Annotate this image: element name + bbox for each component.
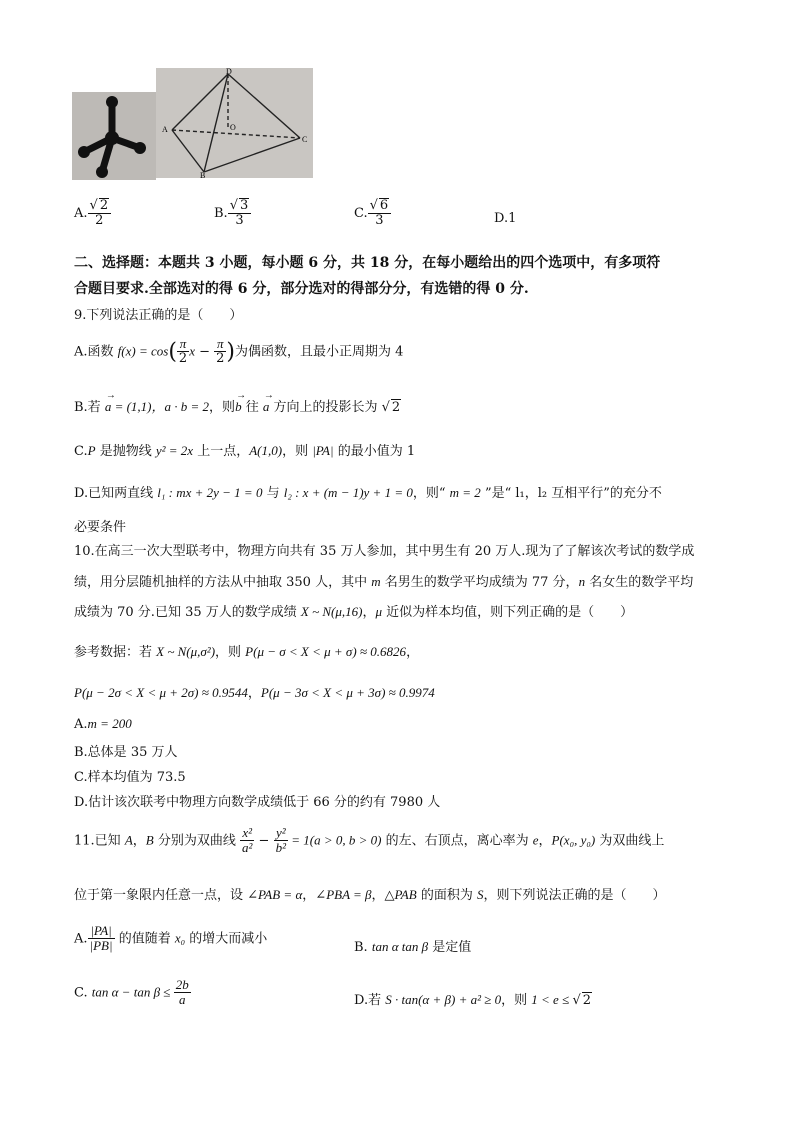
q9-option-a: A.函数 f(x) = cos( $\frac{\pi}{2}$ x − $\frac{\pi}{2}$ )为偶函数，且最小正周期为 4 xyxy=(74,336,404,367)
q10-line3-mu: μ xyxy=(375,604,383,619)
q10-ref-d: ， xyxy=(247,686,261,701)
q9-c-pa: |PA| xyxy=(312,443,334,458)
q10-line3 xyxy=(74,601,633,620)
q11-c-expr: tan α − tan β ≤ xyxy=(91,984,174,1000)
q10-line2-b: 名男生的数学平均成绩为 77 分， xyxy=(380,575,579,590)
q9-b-mid: ，则 xyxy=(209,400,236,415)
q8-b-frac: $\frac{√ 3}{3}$ xyxy=(228,198,252,229)
q11-d-sqrt: 2 xyxy=(582,993,592,1008)
q11-l2-ang1: ∠PAB = α xyxy=(247,887,303,902)
q8-a-num: 2 xyxy=(99,198,109,213)
q10-line3-c: 近似为样本均值，则下列正确的是（ ） xyxy=(382,605,634,620)
q10-a-value: m = 200 xyxy=(87,716,132,731)
q10-line2-m: m xyxy=(371,574,381,589)
q9-b-ab: a · b = 2 xyxy=(164,399,210,414)
q10-option-c: C.样本均值为 73.5 xyxy=(74,770,186,785)
q11-line2 xyxy=(74,884,665,903)
q11-l2-e: ，则下列说法正确的是（ ） xyxy=(483,888,666,903)
q11-option-d: D.若 S · tan(α + β) + a² ≥ 0，则 1 < e ≤ √ 2 xyxy=(354,992,592,1008)
q11-b-tail: 是定值 xyxy=(428,940,472,955)
q11-l1-a: 11.已知 xyxy=(74,833,125,849)
label-O: O xyxy=(230,123,236,132)
q10-ref-p2: P(μ − 2σ < X < μ + 2σ) ≈ 0.9544 xyxy=(74,685,248,700)
q11-l2-d: 的面积为 xyxy=(416,888,477,903)
q9-d-prefix: D.已知两直线 xyxy=(74,486,158,501)
model-ball-bottom xyxy=(96,166,108,178)
q9-option-d-line2: 必要条件 xyxy=(74,520,127,535)
q9-option-c xyxy=(74,440,415,459)
q10-ref-line1 xyxy=(74,641,419,660)
q9-b-mid2: 往 xyxy=(241,400,263,415)
q10-ref-b: ，则 xyxy=(215,645,246,660)
q9-a-frac2: $\frac{\pi}{2}$ xyxy=(216,336,225,367)
q10-ref-line2 xyxy=(74,682,435,701)
q8-a-prefix: A. xyxy=(74,205,88,221)
q11-c-prefix: C. xyxy=(74,985,92,1001)
q11-l1-B: B xyxy=(145,832,154,848)
q11-a-tail: 的值随着 xyxy=(114,931,175,947)
q9-option-d-line1 xyxy=(74,482,662,501)
q8-option-c xyxy=(354,198,391,229)
q10-line2-c: 名女生的数学平均 xyxy=(585,575,694,590)
q11-l1-e2: ， xyxy=(538,833,552,849)
section2-line2: 合题目要求.全部选对的得 6 分，部分选对的得部分分，有选错的得 0 分. xyxy=(74,281,529,297)
q10-option-d: D.估计该次联考中物理方向数学成绩低于 66 分的约有 7980 人 xyxy=(74,795,441,810)
q9-a-func: f(x) = cos xyxy=(117,343,169,359)
q9-d-l2: l₂ : x + (m − 1)y + 1 = 0 xyxy=(283,485,413,500)
q10-ref-p3: P(μ − 3σ < X < μ + 3σ) ≈ 0.9974 xyxy=(260,685,435,700)
q11-a-x0: x₀ xyxy=(174,930,186,946)
q9-b-prefix: B.若 xyxy=(74,400,105,415)
q11-l1-A: A xyxy=(124,832,133,848)
q8-option-b xyxy=(214,198,251,229)
q9-d-mid2: ，则“ xyxy=(412,486,450,501)
q10-ref-c: ， xyxy=(406,645,420,660)
q9-b-veca: → a xyxy=(104,390,116,414)
model-ball-left xyxy=(78,146,90,158)
q9-b-vec: = (1,1)， xyxy=(111,399,165,414)
model-svg xyxy=(72,92,156,180)
q11-a-frac: $\frac{|PA|}{|PB|}$ xyxy=(89,923,113,954)
q8-c-frac: $\frac{√ 6}{3}$ xyxy=(368,198,392,229)
q9-a-frac1: $\frac{\pi}{2}$ xyxy=(178,336,188,367)
q8-b-den: 3 xyxy=(235,213,244,229)
label-D: D xyxy=(226,68,232,76)
q11-l2-ang2: ∠PBA = β xyxy=(315,887,372,902)
q11-l1-b: ， xyxy=(132,833,146,849)
q9-b-veca2: → a xyxy=(262,390,274,414)
q11-b-prefix: B. xyxy=(354,940,372,955)
q10-ref-x: X ~ N(μ,σ²) xyxy=(156,644,216,659)
q9-d-m2: m = 2 xyxy=(449,485,481,500)
q11-l1-P: P(x₀, y₀) xyxy=(551,832,596,848)
q10-option-a xyxy=(74,716,132,732)
q9-c-p: P xyxy=(87,443,96,458)
model-ball-top xyxy=(106,96,118,108)
q11-frac-x: $\frac{\text{x²}}{\text{a²}}$ xyxy=(242,825,253,856)
q8-c-num: 6 xyxy=(379,198,389,213)
tetrahedron-photo xyxy=(156,68,313,178)
q11-l2-c: ， xyxy=(371,888,385,903)
q11-l2-S: S xyxy=(476,887,484,902)
model-ball-right xyxy=(134,142,146,154)
q9-c-eq: y² = 2x xyxy=(155,443,194,458)
q11-l1-c: 分别为双曲线 xyxy=(153,833,240,849)
q11-option-c xyxy=(74,978,191,1008)
q9-b-vecb: → b xyxy=(235,390,247,414)
q9-a-prefix: A.函数 xyxy=(74,344,118,360)
q10-line3-b: ， xyxy=(362,605,376,620)
label-C: C xyxy=(302,135,308,144)
q11-frac-y: $\frac{\text{y²}}{\text{b²}}$ xyxy=(275,825,286,856)
q11-d-expr: S · tan(α + β) + a² ≥ 0 xyxy=(385,992,502,1007)
q9-c-mid3: ，则 xyxy=(282,444,313,459)
q10-ref-p1: P(μ − σ < X < μ + σ) ≈ 0.6826 xyxy=(245,644,407,659)
q11-l1-d: 的左、右顶点，离心率为 xyxy=(381,833,533,849)
q9-option-b: B.若 → a = (1,1)，a · b = 2，则 → b 往 → a 方向上的投影长为 √ 2 xyxy=(74,390,401,415)
q9-c-mid2: 上一点， xyxy=(193,444,250,459)
q10-line1: 10.在高三一次大型联考中，物理方向共有 35 万人参加，其中男生有 20 万人.现为了了解该次考试的数学成 xyxy=(74,544,695,559)
q11-d-prefix: D.若 xyxy=(354,993,386,1008)
q8-a-frac: $\frac{√ 2}{2}$ xyxy=(88,198,112,229)
q10-ref-a: 参考数据：若 xyxy=(74,645,157,660)
q11-option-b xyxy=(354,936,471,955)
q11-l1-cond: = 1(a > 0, b > 0) xyxy=(287,832,382,848)
q9-b-tail: 方向上的投影长为 xyxy=(269,400,382,415)
q11-line1: 11.已知 A，B 分别为双曲线 $\frac{\text{x²}}{\text{a²}}$ − $\frac{\text{y²}}{\text{b²}}$ = 1(a > 0, b > 0) 的左、右顶点，离心率为 e，P(x₀, y₀) 为双曲线上 xyxy=(74,825,665,856)
model-ball-center xyxy=(105,131,119,145)
q11-option-a xyxy=(74,924,267,954)
q11-l2-a: 位于第一象限内任意一点，设 xyxy=(74,888,248,903)
q8-c-prefix: C. xyxy=(354,205,368,221)
q9-c-prefix: C. xyxy=(74,444,88,459)
q9-d-mid: 与 xyxy=(262,486,284,501)
q10-a-prefix: A. xyxy=(74,717,88,732)
q8-a-den: 2 xyxy=(95,213,104,229)
q10-line2-n: n xyxy=(578,574,586,589)
q11-a-tail2: 的增大而减小 xyxy=(185,931,268,947)
q9-b-sqrt: 2 xyxy=(391,400,401,415)
q10-line2 xyxy=(74,571,693,590)
q8-option-a xyxy=(74,198,111,229)
model-photo xyxy=(72,92,156,180)
q10-line3-a: 成绩为 70 分.已知 35 万人的数学成绩 xyxy=(74,605,301,620)
q9-a-x: x xyxy=(189,343,195,359)
q9-d-l1: l₁ : mx + 2y − 1 = 0 xyxy=(157,485,263,500)
q9-a-minus: − xyxy=(194,344,215,360)
q8-b-num: 3 xyxy=(239,198,249,213)
q11-d-range: 1 < e ≤ xyxy=(531,992,573,1007)
q10-option-b: B.总体是 35 万人 xyxy=(74,745,178,760)
q9-stem: 9.下列说法正确的是（ ） xyxy=(74,308,243,323)
label-B: B xyxy=(200,171,206,178)
q10-line2-a: 绩，用分层随机抽样的方法从中抽取 350 人，其中 xyxy=(74,575,372,590)
section2-line1: 二、选择题：本题共 3 小题，每小题 6 分，共 18 分，在每小题给出的四个选项中，有多项符 xyxy=(74,255,661,271)
q11-a-prefix: A. xyxy=(74,931,88,947)
q10-line3-x: X ~ N(μ,16) xyxy=(300,604,363,619)
tetrahedron-svg xyxy=(156,68,313,178)
q11-d-mid: ，则 xyxy=(501,993,532,1008)
q11-c-frac: $\frac{2b}{a}$ xyxy=(175,977,189,1008)
q11-l2-tri: △PAB xyxy=(384,887,417,902)
q9-c-mid: 是抛物线 xyxy=(95,444,156,459)
q11-l1-e: e xyxy=(532,832,539,848)
q9-c-a: A(1,0) xyxy=(249,443,283,458)
q9-d-tail: ”是“ l₁，l₂ 互相平行”的充分不 xyxy=(480,486,662,501)
q8-option-d: D.1 xyxy=(494,211,517,226)
label-A: A xyxy=(162,125,168,134)
q8-b-prefix: B. xyxy=(214,205,228,221)
q8-c-den: 3 xyxy=(375,213,384,229)
q11-l1-f: 为双曲线上 xyxy=(595,833,665,849)
q9-c-tail: 的最小值为 1 xyxy=(333,444,416,459)
q9-a-tail: 为偶函数，且最小正周期为 4 xyxy=(235,344,404,360)
q11-l2-b: ， xyxy=(302,888,316,903)
q11-b-expr: tan α tan β xyxy=(371,939,429,954)
